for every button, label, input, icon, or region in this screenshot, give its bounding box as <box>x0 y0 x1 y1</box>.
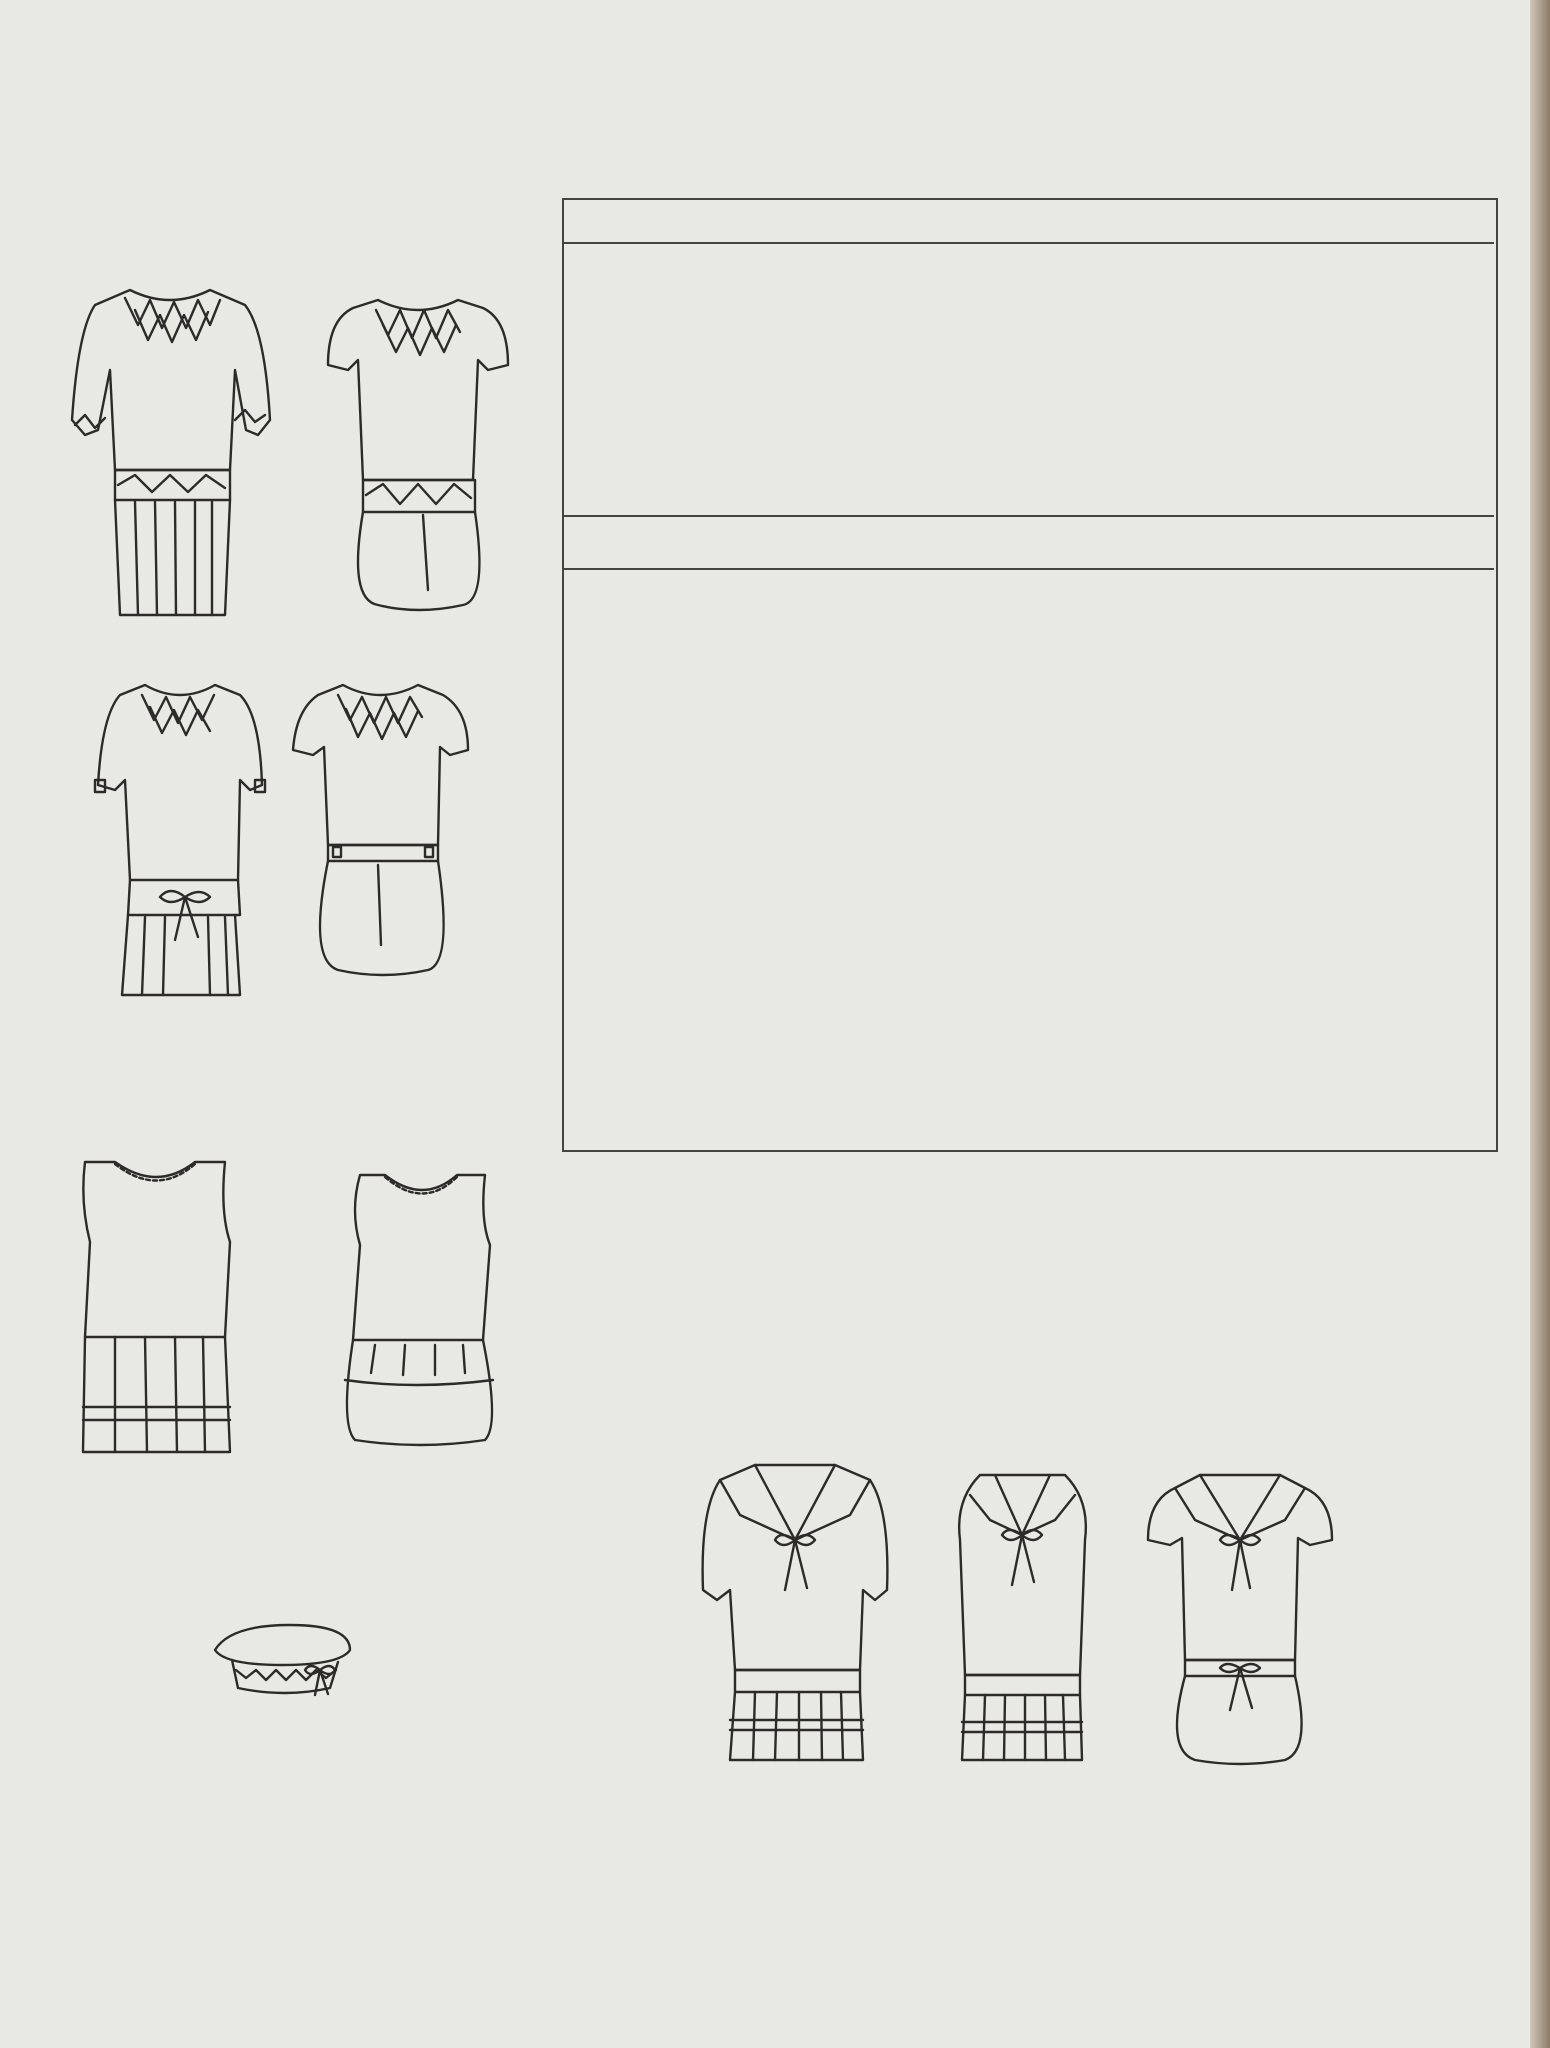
bishop-blouse-short-sleeve-illustration <box>318 270 518 615</box>
measurements-title-rule <box>562 242 1494 244</box>
camisole-pleated-skirt-illustration <box>75 1152 240 1457</box>
sailor-blouse-sleeveless-illustration <box>950 1470 1095 1770</box>
sailor-blouse-sleeved-illustration <box>695 1460 895 1770</box>
tam-illustration <box>210 1620 355 1700</box>
fabric-divider-rule <box>562 515 1494 517</box>
sailor-blouse-short-sleeve-illustration <box>1140 1470 1340 1770</box>
bishop-blouse-banded-sleeve-illustration <box>90 675 270 1005</box>
measurements-fabric-box <box>562 198 1498 1152</box>
bishop-blouse-long-sleeve-illustration <box>60 270 280 625</box>
fabric-title-rule <box>562 568 1494 570</box>
camisole-gathered-skirt-illustration <box>335 1165 505 1450</box>
page-edge <box>1530 0 1550 2048</box>
bishop-blouse-short-banded-illustration <box>288 675 473 985</box>
